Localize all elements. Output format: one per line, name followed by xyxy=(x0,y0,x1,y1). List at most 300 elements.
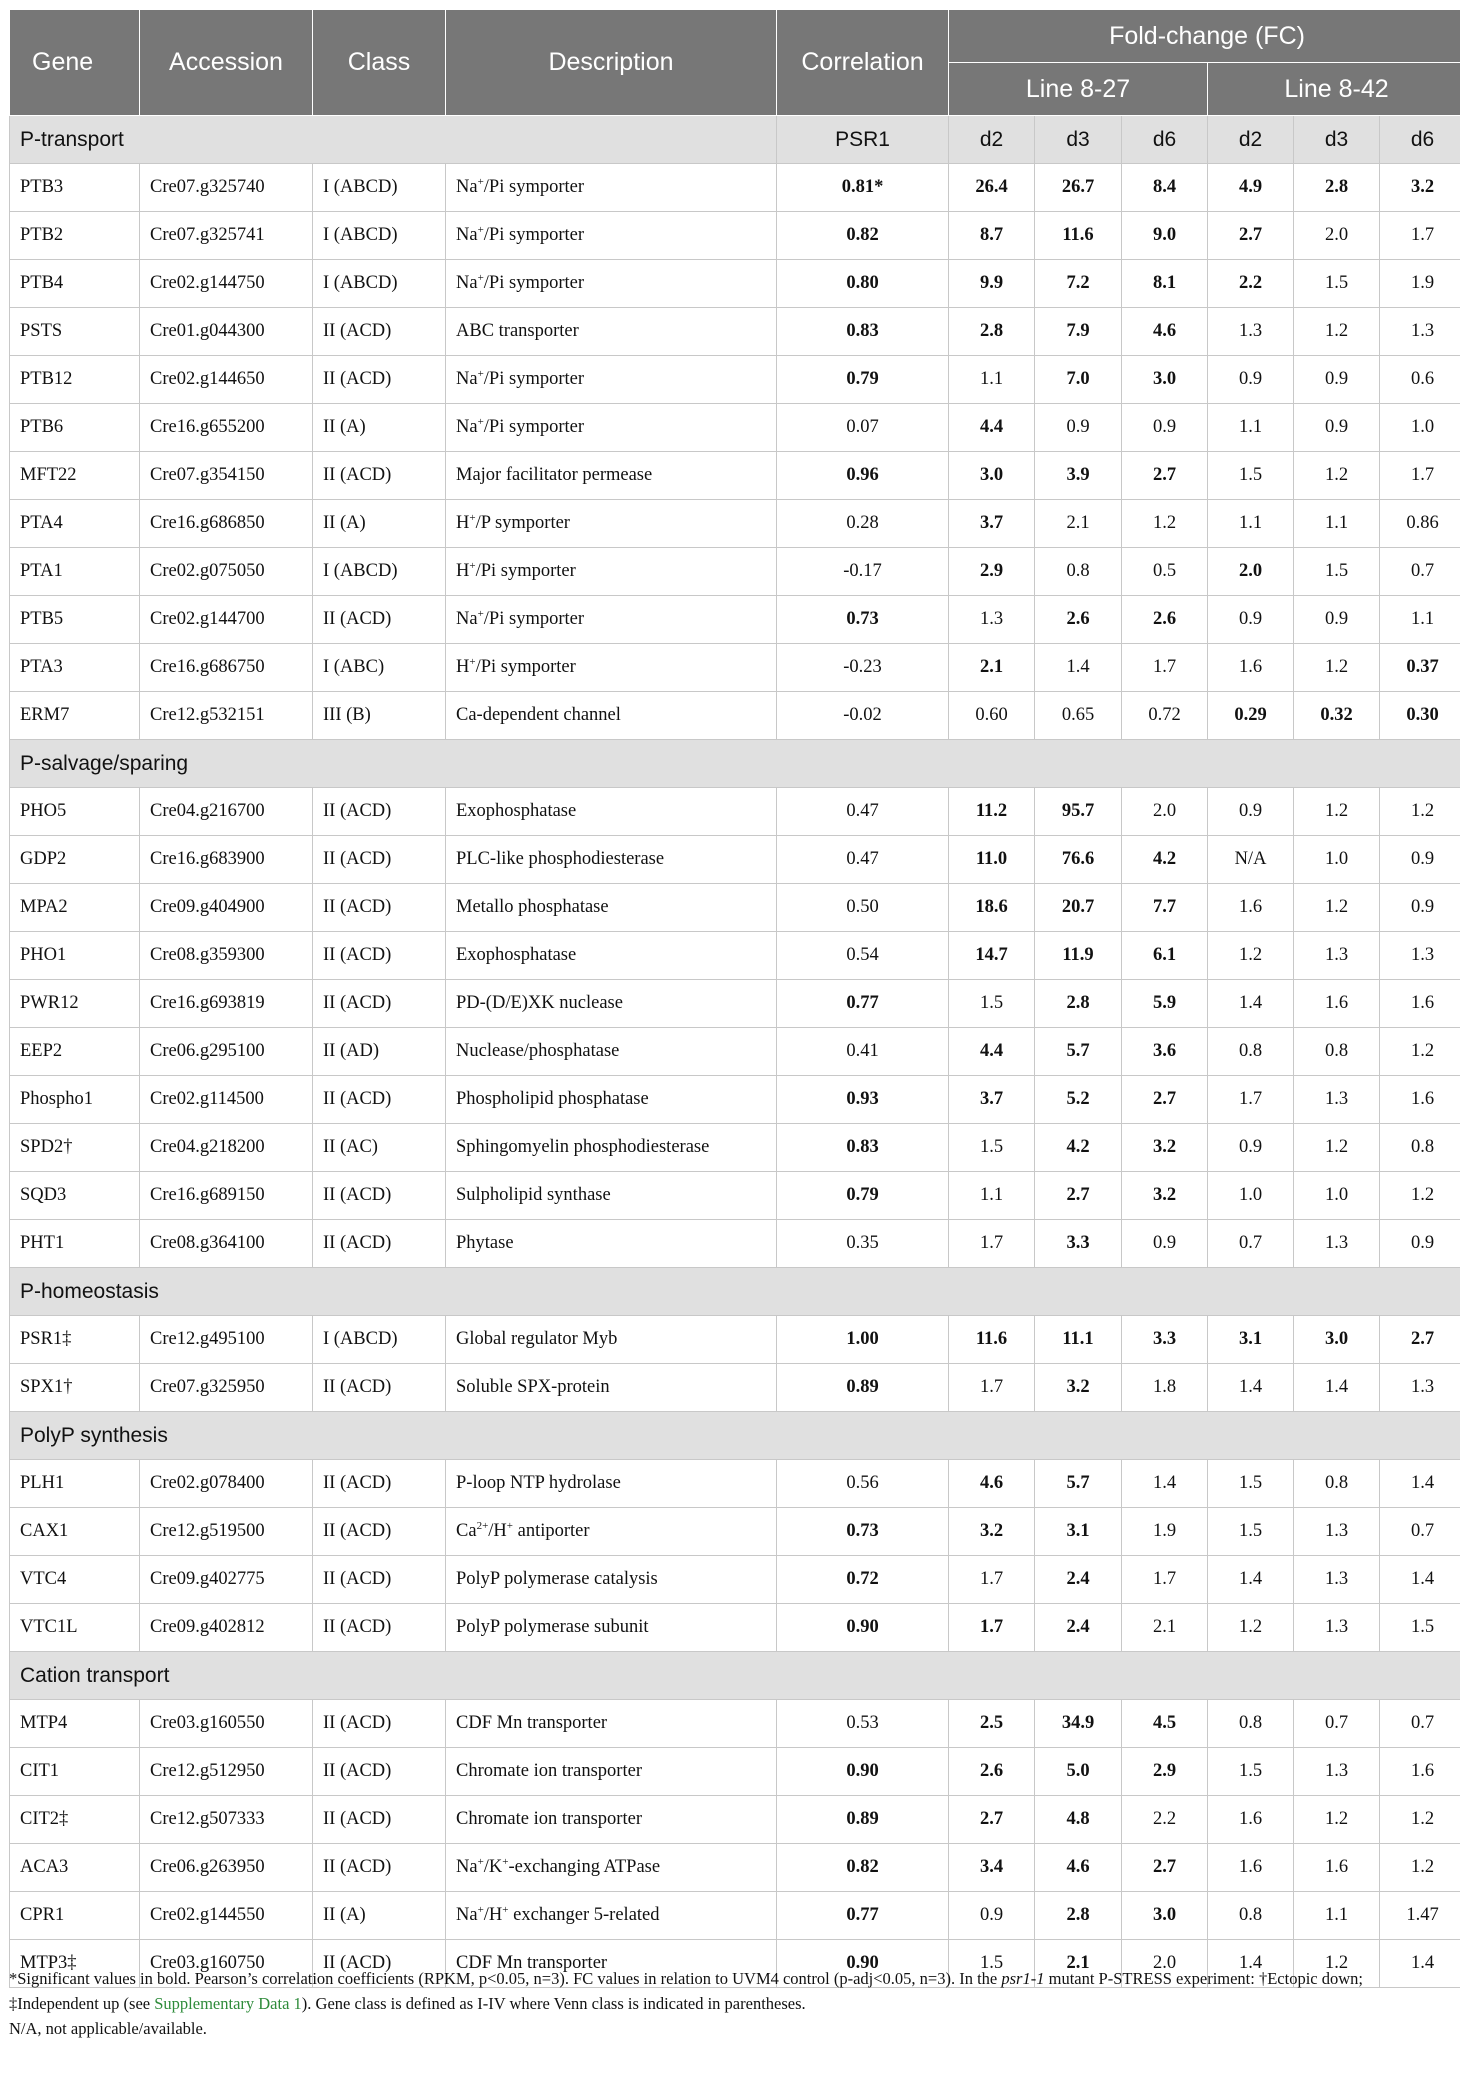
fold-change-cell: 2.4 xyxy=(1035,1604,1122,1652)
gene-cell: PLH1 xyxy=(10,1460,140,1508)
fold-change-cell: 3.0 xyxy=(1122,356,1208,404)
gene-cell: SPD2† xyxy=(10,1124,140,1172)
fold-change-cell: 9.9 xyxy=(949,260,1035,308)
correlation-cell: 0.07 xyxy=(777,404,949,452)
description-cell: Na+/Pi symporter xyxy=(446,404,777,452)
class-cell: III (B) xyxy=(313,692,446,740)
accession-cell: Cre02.g144750 xyxy=(140,260,313,308)
fold-change-cell: 1.2 xyxy=(1294,1124,1380,1172)
table-row xyxy=(10,1364,1460,1412)
fold-change-cell: 1.9 xyxy=(1122,1508,1208,1556)
class-cell: II (ACD) xyxy=(313,1556,446,1604)
correlation-cell: 0.90 xyxy=(777,1748,949,1796)
gene-cell: VTC4 xyxy=(10,1556,140,1604)
fold-change-cell: 0.9 xyxy=(1035,404,1122,452)
fold-change-cell: 4.9 xyxy=(1208,164,1294,212)
fold-change-cell: 1.3 xyxy=(1380,308,1460,356)
accession-cell: Cre02.g144650 xyxy=(140,356,313,404)
fold-change-cell: 1.1 xyxy=(1208,404,1294,452)
fold-change-cell: 0.8 xyxy=(1294,1028,1380,1076)
fold-change-cell: 1.2 xyxy=(1380,1172,1460,1220)
fold-change-cell: 0.32 xyxy=(1294,692,1380,740)
class-cell: II (ACD) xyxy=(313,452,446,500)
fold-change-cell: 14.7 xyxy=(949,932,1035,980)
class-cell: II (ACD) xyxy=(313,1796,446,1844)
fold-change-cell: 1.3 xyxy=(1294,1220,1380,1268)
fold-change-cell: 3.1 xyxy=(1208,1316,1294,1364)
correlation-cell: 0.72 xyxy=(777,1556,949,1604)
class-cell: II (ACD) xyxy=(313,1460,446,1508)
fold-change-cell: 76.6 xyxy=(1035,836,1122,884)
fold-change-cell: 1.0 xyxy=(1294,1172,1380,1220)
correlation-cell: 0.79 xyxy=(777,356,949,404)
fold-change-cell: 8.1 xyxy=(1122,260,1208,308)
class-cell: II (ACD) xyxy=(313,1508,446,1556)
fold-change-cell: 1.6 xyxy=(1208,1796,1294,1844)
accession-cell: Cre07.g354150 xyxy=(140,452,313,500)
data-table xyxy=(9,9,1460,1988)
accession-cell: Cre02.g144700 xyxy=(140,596,313,644)
fold-change-cell: 1.6 xyxy=(1294,980,1380,1028)
accession-cell: Cre01.g044300 xyxy=(140,308,313,356)
fold-change-cell: 0.8 xyxy=(1380,1124,1460,1172)
gene-cell: VTC1L xyxy=(10,1604,140,1652)
gene-cell: MPA2 xyxy=(10,884,140,932)
fold-change-cell: 0.7 xyxy=(1380,1508,1460,1556)
correlation-cell: 0.56 xyxy=(777,1460,949,1508)
gene-cell: PHO5 xyxy=(10,788,140,836)
fold-change-cell: 1.7 xyxy=(949,1220,1035,1268)
subheader-day: d6 xyxy=(1380,116,1460,164)
correlation-cell: 0.77 xyxy=(777,1892,949,1940)
fold-change-cell: 3.2 xyxy=(1122,1124,1208,1172)
section-header-row xyxy=(10,1412,1460,1460)
gene-cell: EEP2 xyxy=(10,1028,140,1076)
table-row xyxy=(10,212,1460,260)
fold-change-cell: 1.2 xyxy=(1380,1796,1460,1844)
fold-change-cell: 1.5 xyxy=(1208,1508,1294,1556)
table-row xyxy=(10,404,1460,452)
fold-change-cell: 34.9 xyxy=(1035,1700,1122,1748)
correlation-cell: 0.47 xyxy=(777,788,949,836)
fold-change-cell: 2.0 xyxy=(1294,212,1380,260)
fold-change-cell: 4.4 xyxy=(949,1028,1035,1076)
fold-change-cell: 0.9 xyxy=(1380,1220,1460,1268)
accession-cell: Cre16.g683900 xyxy=(140,836,313,884)
fold-change-cell: 2.8 xyxy=(1035,1892,1122,1940)
fold-change-cell: 1.2 xyxy=(1294,1796,1380,1844)
class-cell: II (ACD) xyxy=(313,884,446,932)
table-row xyxy=(10,1460,1460,1508)
fold-change-cell: 2.8 xyxy=(1035,980,1122,1028)
fold-change-cell: 2.2 xyxy=(1122,1796,1208,1844)
class-cell: I (ABCD) xyxy=(313,164,446,212)
table-row xyxy=(10,356,1460,404)
table-row xyxy=(10,1796,1460,1844)
accession-cell: Cre12.g512950 xyxy=(140,1748,313,1796)
description-cell: H+/Pi symporter xyxy=(446,548,777,596)
fold-change-cell: 1.4 xyxy=(1208,1940,1294,1988)
description-cell: PD-(D/E)XK nuclease xyxy=(446,980,777,1028)
fold-change-cell: 0.8 xyxy=(1035,548,1122,596)
description-cell: Sulpholipid synthase xyxy=(446,1172,777,1220)
table-row xyxy=(10,980,1460,1028)
description-cell: Soluble SPX-protein xyxy=(446,1364,777,1412)
table-row xyxy=(10,1220,1460,1268)
class-cell: II (ACD) xyxy=(313,1748,446,1796)
section-header-row xyxy=(10,740,1460,788)
fold-change-cell: 7.7 xyxy=(1122,884,1208,932)
gene-cell: PWR12 xyxy=(10,980,140,1028)
gene-cell: PSTS xyxy=(10,308,140,356)
fold-change-cell: 3.9 xyxy=(1035,452,1122,500)
accession-cell: Cre04.g218200 xyxy=(140,1124,313,1172)
gene-cell: SPX1† xyxy=(10,1364,140,1412)
table-row xyxy=(10,644,1460,692)
class-cell: II (ACD) xyxy=(313,788,446,836)
description-cell: Phospholipid phosphatase xyxy=(446,1076,777,1124)
fold-change-cell: 0.9 xyxy=(1380,884,1460,932)
fold-change-cell: 1.2 xyxy=(1208,932,1294,980)
fold-change-cell: 2.0 xyxy=(1122,788,1208,836)
accession-cell: Cre16.g686750 xyxy=(140,644,313,692)
gene-cell: PTB6 xyxy=(10,404,140,452)
section-title: P-transport xyxy=(10,116,777,164)
fold-change-cell: 2.1 xyxy=(1122,1604,1208,1652)
gene-cell: PHT1 xyxy=(10,1220,140,1268)
correlation-cell: 0.28 xyxy=(777,500,949,548)
class-cell: II (ACD) xyxy=(313,836,446,884)
fold-change-cell: 0.9 xyxy=(1208,356,1294,404)
fold-change-cell: 0.30 xyxy=(1380,692,1460,740)
fold-change-cell: 1.4 xyxy=(1380,1556,1460,1604)
class-cell: II (A) xyxy=(313,1892,446,1940)
fold-change-cell: 3.2 xyxy=(1380,164,1460,212)
fold-change-cell: 1.1 xyxy=(1294,500,1380,548)
fold-change-cell: 7.0 xyxy=(1035,356,1122,404)
gene-cell: PTA3 xyxy=(10,644,140,692)
supplementary-data-link[interactable]: Supplementary Data 1 xyxy=(154,1994,302,2013)
fold-change-cell: 1.3 xyxy=(1294,1604,1380,1652)
description-cell: Phytase xyxy=(446,1220,777,1268)
fold-change-cell: 3.0 xyxy=(1294,1316,1380,1364)
fold-change-cell: 7.2 xyxy=(1035,260,1122,308)
fold-change-cell: 1.6 xyxy=(1380,1748,1460,1796)
subheader-day: d3 xyxy=(1294,116,1380,164)
fold-change-cell: 8.4 xyxy=(1122,164,1208,212)
correlation-cell: 0.79 xyxy=(777,1172,949,1220)
fold-change-cell: 1.2 xyxy=(1294,644,1380,692)
table-row xyxy=(10,548,1460,596)
table-row xyxy=(10,1604,1460,1652)
correlation-cell: 0.54 xyxy=(777,932,949,980)
fold-change-cell: 8.7 xyxy=(949,212,1035,260)
description-cell: Na+/H+ exchanger 5-related xyxy=(446,1892,777,1940)
class-cell: I (ABCD) xyxy=(313,260,446,308)
fold-change-cell: 26.4 xyxy=(949,164,1035,212)
accession-cell: Cre02.g114500 xyxy=(140,1076,313,1124)
fold-change-cell: 0.8 xyxy=(1208,1028,1294,1076)
fold-change-cell: 3.2 xyxy=(1122,1172,1208,1220)
description-cell: Chromate ion transporter xyxy=(446,1748,777,1796)
fold-change-cell: 0.7 xyxy=(1380,548,1460,596)
correlation-cell: 0.81* xyxy=(777,164,949,212)
fold-change-cell: 2.7 xyxy=(949,1796,1035,1844)
description-cell: ABC transporter xyxy=(446,308,777,356)
fold-change-cell: 3.6 xyxy=(1122,1028,1208,1076)
class-cell: I (ABCD) xyxy=(313,212,446,260)
footnotes xyxy=(9,1966,1451,2041)
fold-change-cell: 1.4 xyxy=(1380,1460,1460,1508)
description-cell: PolyP polymerase subunit xyxy=(446,1604,777,1652)
description-cell: CDF Mn transporter xyxy=(446,1940,777,1988)
description-cell: Metallo phosphatase xyxy=(446,884,777,932)
gene-cell: PTB12 xyxy=(10,356,140,404)
fold-change-cell: 3.3 xyxy=(1035,1220,1122,1268)
correlation-cell: 0.53 xyxy=(777,1700,949,1748)
fold-change-cell: 1.6 xyxy=(1380,1076,1460,1124)
gene-cell: ERM7 xyxy=(10,692,140,740)
fold-change-cell: 0.8 xyxy=(1208,1892,1294,1940)
fold-change-cell: 1.4 xyxy=(1035,644,1122,692)
accession-cell: Cre06.g263950 xyxy=(140,1844,313,1892)
correlation-cell: 0.90 xyxy=(777,1940,949,1988)
fold-change-cell: 1.6 xyxy=(1208,644,1294,692)
table-row xyxy=(10,836,1460,884)
correlation-cell: 0.47 xyxy=(777,836,949,884)
fold-change-cell: 1.4 xyxy=(1208,980,1294,1028)
gene-cell: CIT1 xyxy=(10,1748,140,1796)
description-cell: Nuclease/phosphatase xyxy=(446,1028,777,1076)
fold-change-cell: 4.2 xyxy=(1122,836,1208,884)
section-title: P-homeostasis xyxy=(10,1268,1460,1316)
fold-change-cell: 2.8 xyxy=(949,308,1035,356)
fold-change-cell: 2.2 xyxy=(1208,260,1294,308)
fold-change-cell: 95.7 xyxy=(1035,788,1122,836)
description-cell: Sphingomyelin phosphodiesterase xyxy=(446,1124,777,1172)
gene-cell: MTP3‡ xyxy=(10,1940,140,1988)
description-cell: Global regulator Myb xyxy=(446,1316,777,1364)
fold-change-cell: 2.1 xyxy=(949,644,1035,692)
fold-change-cell: 0.6 xyxy=(1380,356,1460,404)
table-row xyxy=(10,1748,1460,1796)
fold-change-cell: 0.9 xyxy=(1122,1220,1208,1268)
fold-change-cell: 1.1 xyxy=(1208,500,1294,548)
fold-change-cell: 0.9 xyxy=(1208,1124,1294,1172)
fold-change-cell: 1.5 xyxy=(949,1940,1035,1988)
fold-change-cell: 1.3 xyxy=(1294,1748,1380,1796)
class-cell: II (AD) xyxy=(313,1028,446,1076)
fold-change-cell: 1.47 xyxy=(1380,1892,1460,1940)
fold-change-cell: 1.0 xyxy=(1380,404,1460,452)
fold-change-cell: 1.4 xyxy=(1122,1460,1208,1508)
table-row xyxy=(10,1508,1460,1556)
table-row xyxy=(10,1124,1460,1172)
accession-cell: Cre02.g075050 xyxy=(140,548,313,596)
fold-change-cell: 2.7 xyxy=(1122,1076,1208,1124)
fold-change-cell: 3.7 xyxy=(949,500,1035,548)
fold-change-cell: 0.9 xyxy=(1294,596,1380,644)
gene-cell: PTB3 xyxy=(10,164,140,212)
fold-change-cell: 5.7 xyxy=(1035,1460,1122,1508)
fold-change-cell: 0.8 xyxy=(1294,1460,1380,1508)
fold-change-cell: 2.0 xyxy=(1208,548,1294,596)
subheader-day: d2 xyxy=(1208,116,1294,164)
class-cell: II (ACD) xyxy=(313,1172,446,1220)
gene-cell: PTB5 xyxy=(10,596,140,644)
fold-change-cell: 0.9 xyxy=(1122,404,1208,452)
fold-change-cell: 2.1 xyxy=(1035,1940,1122,1988)
fold-change-cell: 1.3 xyxy=(1380,932,1460,980)
fold-change-cell: 1.5 xyxy=(949,1124,1035,1172)
fold-change-cell: 4.5 xyxy=(1122,1700,1208,1748)
fold-change-cell: 7.9 xyxy=(1035,308,1122,356)
fold-change-cell: 3.3 xyxy=(1122,1316,1208,1364)
section-title: P-salvage/sparing xyxy=(10,740,1460,788)
accession-cell: Cre12.g507333 xyxy=(140,1796,313,1844)
fold-change-cell: 1.3 xyxy=(1294,932,1380,980)
fold-change-cell: 3.2 xyxy=(1035,1364,1122,1412)
gene-cell: PTB2 xyxy=(10,212,140,260)
fold-change-cell: 4.4 xyxy=(949,404,1035,452)
description-cell: Chromate ion transporter xyxy=(446,1796,777,1844)
fold-change-cell: 0.9 xyxy=(1294,356,1380,404)
fold-change-cell: 11.0 xyxy=(949,836,1035,884)
header-line-8-27: Line 8-27 xyxy=(949,63,1208,116)
fold-change-cell: 1.9 xyxy=(1380,260,1460,308)
fold-change-cell: 0.65 xyxy=(1035,692,1122,740)
accession-cell: Cre12.g532151 xyxy=(140,692,313,740)
correlation-cell: 0.80 xyxy=(777,260,949,308)
gene-cell: PTA1 xyxy=(10,548,140,596)
fold-change-cell: 5.2 xyxy=(1035,1076,1122,1124)
class-cell: II (A) xyxy=(313,500,446,548)
fold-change-cell: 0.9 xyxy=(1294,404,1380,452)
fold-change-cell: 1.1 xyxy=(949,1172,1035,1220)
table-row xyxy=(10,1556,1460,1604)
fold-change-cell: 2.4 xyxy=(1035,1556,1122,1604)
fold-change-cell: 4.2 xyxy=(1035,1124,1122,1172)
fold-change-cell: 2.6 xyxy=(1122,596,1208,644)
fold-change-cell: 1.1 xyxy=(1380,596,1460,644)
fold-change-cell: 2.9 xyxy=(949,548,1035,596)
fold-change-cell: 1.5 xyxy=(1294,260,1380,308)
fold-change-cell: 0.8 xyxy=(1208,1700,1294,1748)
table-body xyxy=(10,116,1460,1988)
fold-change-cell: 3.1 xyxy=(1035,1508,1122,1556)
footnote-significance: *Significant values in bold. Pearson’s correlation coefficients (RPKM, p<0.05, n=3). FC values in relation to UVM4 control (p-adj<0.05, n=3). In the psr1-1 mutant P-STRESS experiment: †Ectopic down; ‡Independent up (see Supplementary Data 1). Gene class is defined as I-IV where Venn class is indicated in parentheses. xyxy=(9,1969,1363,2013)
header-correlation: Correlation xyxy=(777,10,949,116)
gene-cell: MTP4 xyxy=(10,1700,140,1748)
fold-change-cell: 1.6 xyxy=(1294,1844,1380,1892)
fold-change-cell: 1.5 xyxy=(1380,1604,1460,1652)
class-cell: II (ACD) xyxy=(313,1700,446,1748)
fold-change-cell: 0.5 xyxy=(1122,548,1208,596)
fold-change-cell: 11.1 xyxy=(1035,1316,1122,1364)
class-cell: II (ACD) xyxy=(313,1844,446,1892)
header-gene: Gene xyxy=(10,10,140,116)
fold-change-cell: 1.5 xyxy=(1208,452,1294,500)
gene-cell: PTB4 xyxy=(10,260,140,308)
table-row xyxy=(10,692,1460,740)
subheader-day: d6 xyxy=(1122,116,1208,164)
fold-change-cell: 0.86 xyxy=(1380,500,1460,548)
correlation-cell: 1.00 xyxy=(777,1316,949,1364)
table-row xyxy=(10,164,1460,212)
table-row xyxy=(10,452,1460,500)
description-cell: Na+/Pi symporter xyxy=(446,356,777,404)
fold-change-cell: 1.7 xyxy=(1208,1076,1294,1124)
fold-change-cell: 2.7 xyxy=(1208,212,1294,260)
accession-cell: Cre08.g364100 xyxy=(140,1220,313,1268)
accession-cell: Cre16.g686850 xyxy=(140,500,313,548)
description-cell: Exophosphatase xyxy=(446,932,777,980)
header-line-8-42: Line 8-42 xyxy=(1208,63,1460,116)
fold-change-cell: 0.7 xyxy=(1208,1220,1294,1268)
accession-cell: Cre12.g495100 xyxy=(140,1316,313,1364)
table-row xyxy=(10,884,1460,932)
accession-cell: Cre02.g144550 xyxy=(140,1892,313,1940)
class-cell: II (ACD) xyxy=(313,596,446,644)
fold-change-cell: 3.4 xyxy=(949,1844,1035,1892)
fold-change-cell: 3.0 xyxy=(949,452,1035,500)
description-cell: CDF Mn transporter xyxy=(446,1700,777,1748)
fold-change-cell: 2.0 xyxy=(1122,1940,1208,1988)
accession-cell: Cre04.g216700 xyxy=(140,788,313,836)
fold-change-cell: 5.0 xyxy=(1035,1748,1122,1796)
description-cell: PLC-like phosphodiesterase xyxy=(446,836,777,884)
fold-change-cell: N/A xyxy=(1208,836,1294,884)
section-header-row xyxy=(10,1652,1460,1700)
accession-cell: Cre03.g160550 xyxy=(140,1700,313,1748)
fold-change-cell: 1.3 xyxy=(1208,308,1294,356)
header-fold-change: Fold-change (FC) xyxy=(949,10,1460,63)
correlation-cell: 0.89 xyxy=(777,1796,949,1844)
fold-change-cell: 20.7 xyxy=(1035,884,1122,932)
fold-change-cell: 1.4 xyxy=(1208,1556,1294,1604)
class-cell: I (ABC) xyxy=(313,644,446,692)
fold-change-cell: 1.5 xyxy=(1208,1748,1294,1796)
fold-change-cell: 1.4 xyxy=(1294,1364,1380,1412)
table-row xyxy=(10,1172,1460,1220)
correlation-cell: -0.23 xyxy=(777,644,949,692)
section-header-row xyxy=(10,116,1460,164)
accession-cell: Cre07.g325740 xyxy=(140,164,313,212)
fold-change-cell: 3.7 xyxy=(949,1076,1035,1124)
class-cell: I (ABCD) xyxy=(313,1316,446,1364)
fold-change-cell: 2.9 xyxy=(1122,1748,1208,1796)
subheader-day: d3 xyxy=(1035,116,1122,164)
correlation-cell: 0.96 xyxy=(777,452,949,500)
fold-change-cell: 4.6 xyxy=(1122,308,1208,356)
class-cell: II (ACD) xyxy=(313,1364,446,1412)
table-row xyxy=(10,1076,1460,1124)
class-cell: II (ACD) xyxy=(313,308,446,356)
footnote-na: N/A, not applicable/available. xyxy=(9,2019,207,2038)
gene-cell: ACA3 xyxy=(10,1844,140,1892)
correlation-cell: -0.02 xyxy=(777,692,949,740)
fold-change-cell: 0.9 xyxy=(949,1892,1035,1940)
correlation-cell: 0.82 xyxy=(777,1844,949,1892)
description-cell: Exophosphatase xyxy=(446,788,777,836)
fold-change-cell: 11.6 xyxy=(1035,212,1122,260)
fold-change-cell: 1.3 xyxy=(1294,1508,1380,1556)
fold-change-cell: 2.6 xyxy=(949,1748,1035,1796)
fold-change-cell: 11.6 xyxy=(949,1316,1035,1364)
table-row xyxy=(10,1028,1460,1076)
header-class: Class xyxy=(313,10,446,116)
correlation-cell: 0.73 xyxy=(777,596,949,644)
